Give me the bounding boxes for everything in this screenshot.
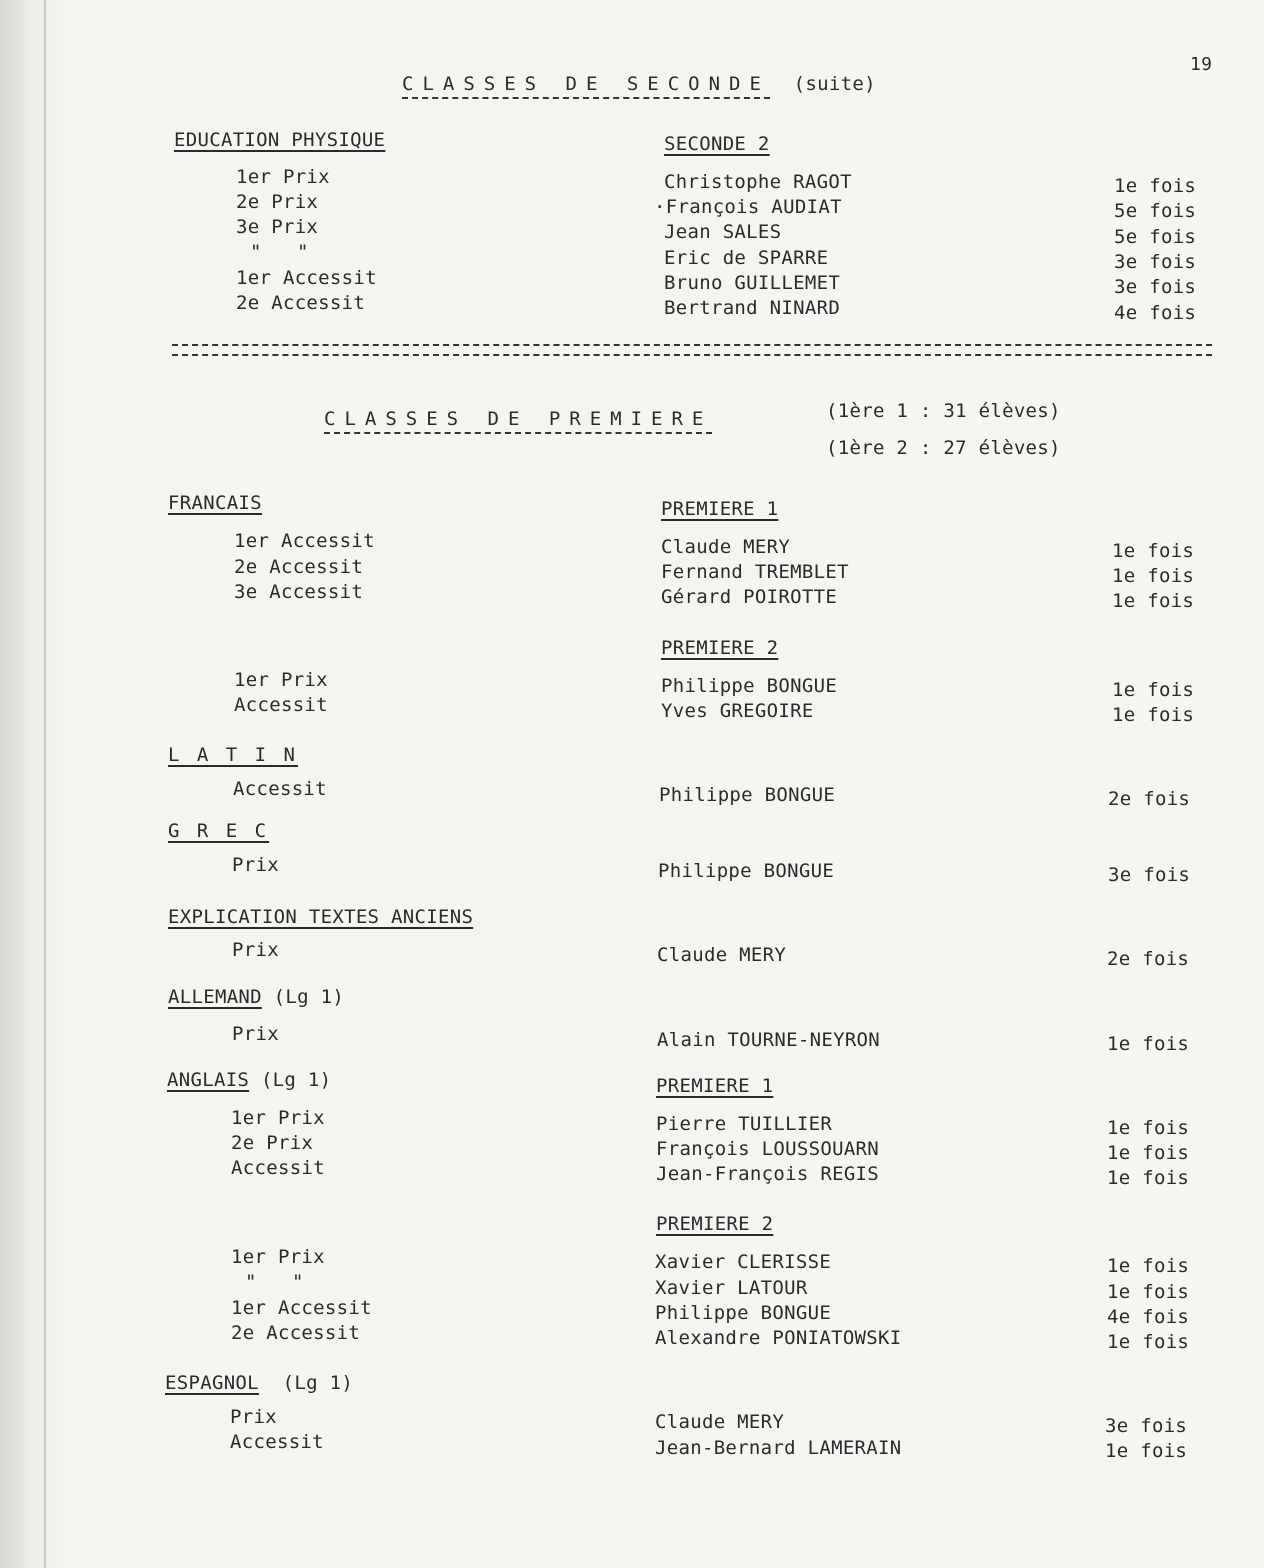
times: 1e fois bbox=[1107, 1281, 1190, 1303]
times: 1e fois bbox=[1107, 1117, 1190, 1139]
award: Accessit bbox=[234, 694, 328, 716]
award: Accessit bbox=[230, 1431, 324, 1453]
times: 2e fois bbox=[1108, 788, 1191, 810]
award: Prix bbox=[230, 1406, 277, 1428]
student-name: Alain TOURNE-NEYRON bbox=[657, 1029, 881, 1051]
class-label-premiere-2: PREMIERE 2 bbox=[656, 1213, 774, 1235]
student-name: Xavier LATOUR bbox=[655, 1277, 808, 1299]
award: 2e Prix bbox=[236, 191, 319, 213]
times: 1e fois bbox=[1112, 590, 1195, 612]
seconde-title-line bbox=[402, 73, 876, 95]
class-label-premiere-1: PREMIERE 1 bbox=[661, 498, 779, 520]
student-name: Gérard POIROTTE bbox=[661, 586, 838, 608]
student-name: Philippe BONGUE bbox=[655, 1302, 832, 1324]
subject-explication-textes-anciens: EXPLICATION TEXTES ANCIENS bbox=[168, 906, 474, 928]
class-label-premiere-2: PREMIERE 2 bbox=[661, 637, 779, 659]
subject-allemand: ALLEMAND bbox=[168, 986, 262, 1008]
student-name: Alexandre PONIATOWSKI bbox=[655, 1327, 902, 1349]
premiere-title: CLASSES DE PREMIERE bbox=[324, 408, 712, 434]
student-name: Philippe BONGUE bbox=[661, 675, 838, 697]
student-name: Philippe BONGUE bbox=[659, 784, 836, 806]
times: 1e fois bbox=[1105, 1440, 1188, 1462]
award: 3e Prix bbox=[236, 216, 319, 238]
times: 1e fois bbox=[1114, 175, 1197, 197]
award: Accessit bbox=[231, 1157, 325, 1179]
award: 1er Prix bbox=[234, 669, 328, 691]
student-name: Claude MERY bbox=[657, 944, 787, 966]
award: Prix bbox=[232, 854, 279, 876]
subject-francais: FRANCAIS bbox=[168, 492, 262, 514]
times: 4e fois bbox=[1107, 1306, 1190, 1328]
times: 3e fois bbox=[1114, 276, 1197, 298]
student-name: ·François AUDIAT bbox=[654, 196, 842, 218]
times: 1e fois bbox=[1107, 1255, 1190, 1277]
award: 1er Prix bbox=[231, 1107, 325, 1129]
class-label-premiere-1: PREMIERE 1 bbox=[656, 1075, 774, 1097]
language-level: (Lg 1) bbox=[260, 1069, 332, 1091]
student-name: Claude MERY bbox=[655, 1411, 785, 1433]
student-name: Jean-Bernard LAMERAIN bbox=[655, 1437, 902, 1459]
award: Accessit bbox=[233, 778, 327, 800]
award: 3e Accessit bbox=[234, 581, 364, 603]
student-name: Fernand TREMBLET bbox=[661, 561, 849, 583]
times: 5e fois bbox=[1114, 226, 1197, 248]
subject-espagnol: ESPAGNOL bbox=[165, 1372, 259, 1394]
binding-shadow bbox=[44, 0, 46, 1568]
times: 1e fois bbox=[1107, 1142, 1190, 1164]
subject-latin: L A T I N bbox=[168, 744, 298, 766]
times: 3e fois bbox=[1108, 864, 1191, 886]
student-name: Yves GREGOIRE bbox=[661, 700, 814, 722]
award: Prix bbox=[232, 939, 279, 961]
award: 1er Accessit bbox=[234, 530, 375, 552]
premiere-count-2: (1ère 2 : 27 élèves) bbox=[826, 437, 1061, 459]
allemand-heading bbox=[168, 986, 344, 1008]
award: 1er Accessit bbox=[231, 1297, 372, 1319]
times: 1e fois bbox=[1112, 540, 1195, 562]
times: 4e fois bbox=[1114, 302, 1197, 324]
language-level: (Lg 1) bbox=[273, 986, 345, 1008]
subject-education-physique: EDUCATION PHYSIQUE bbox=[174, 129, 386, 151]
award: 2e Accessit bbox=[231, 1322, 361, 1344]
student-name: Pierre TUILLIER bbox=[656, 1113, 833, 1135]
award-ditto: " " bbox=[245, 1271, 304, 1293]
award: 2e Accessit bbox=[234, 556, 364, 578]
times: 3e fois bbox=[1114, 251, 1197, 273]
student-name: Bertrand NINARD bbox=[664, 297, 841, 319]
times: 1e fois bbox=[1107, 1331, 1190, 1353]
student-name: Eric de SPARRE bbox=[664, 247, 829, 269]
section-separator bbox=[172, 344, 1212, 356]
seconde-title-suffix: (suite) bbox=[793, 73, 876, 95]
student-name: Claude MERY bbox=[661, 536, 791, 558]
anglais-heading bbox=[167, 1069, 331, 1091]
award: 1er Accessit bbox=[236, 267, 377, 289]
subject-anglais: ANGLAIS bbox=[167, 1069, 250, 1091]
award: Prix bbox=[232, 1023, 279, 1045]
premiere-count-1: (1ère 1 : 31 élèves) bbox=[826, 400, 1061, 422]
seconde-title: CLASSES DE SECONDE bbox=[402, 73, 770, 99]
student-name: François LOUSSOUARN bbox=[656, 1138, 880, 1160]
times: 1e fois bbox=[1112, 704, 1195, 726]
subject-grec: G R E C bbox=[168, 820, 270, 842]
student-name: Jean-François REGIS bbox=[656, 1163, 880, 1185]
espagnol-heading bbox=[165, 1372, 353, 1394]
times: 3e fois bbox=[1105, 1415, 1188, 1437]
times: 2e fois bbox=[1107, 948, 1190, 970]
award: 1er Prix bbox=[236, 166, 330, 188]
class-label-seconde-2: SECONDE 2 bbox=[664, 133, 770, 155]
times: 5e fois bbox=[1114, 200, 1197, 222]
student-name: Christophe RAGOT bbox=[664, 171, 852, 193]
award: 1er Prix bbox=[231, 1246, 325, 1268]
award: 2e Accessit bbox=[236, 292, 366, 314]
times: 1e fois bbox=[1107, 1167, 1190, 1189]
student-name: Jean SALES bbox=[664, 221, 782, 243]
page-number: 19 bbox=[1190, 54, 1213, 75]
times: 1e fois bbox=[1112, 565, 1195, 587]
student-name: Philippe BONGUE bbox=[658, 860, 835, 882]
student-name: Xavier CLERISSE bbox=[655, 1251, 832, 1273]
award-ditto: " " bbox=[250, 241, 309, 263]
student-name: Bruno GUILLEMET bbox=[664, 272, 841, 294]
award: 2e Prix bbox=[231, 1132, 314, 1154]
language-level: (Lg 1) bbox=[282, 1372, 354, 1394]
times: 1e fois bbox=[1112, 679, 1195, 701]
times: 1e fois bbox=[1107, 1033, 1190, 1055]
